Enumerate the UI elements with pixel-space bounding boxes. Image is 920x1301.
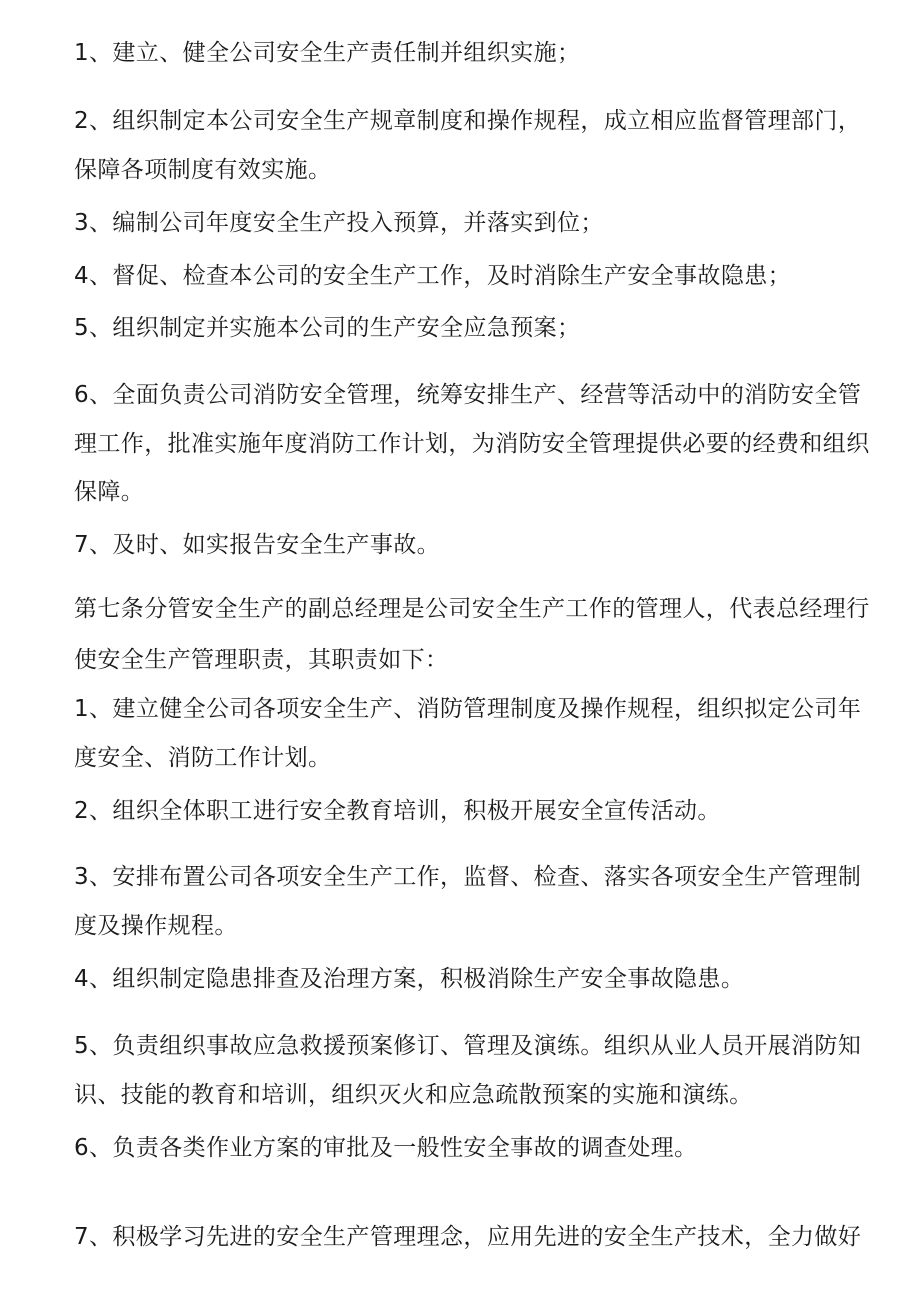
duty-4-line-1: 4、组织制定隐患排查及治理方案，积极消除生产安全事故隐患。 xyxy=(74,966,745,992)
duty-1-line-2: 度安全、消防工作计划。 xyxy=(74,745,332,771)
duty-3-line-2: 度及操作规程。 xyxy=(74,913,238,939)
article-7-line-2: 使安全生产管理职责，其职责如下： xyxy=(74,647,449,673)
item-4-line-1: 4、督促、检查本公司的安全生产工作，及时消除生产安全事故隐患； xyxy=(74,263,792,289)
duty-5-line-1: 5、负责组织事故应急救援预案修订、管理及演练。组织从业人员开展消防知 xyxy=(74,1033,862,1059)
duty-3-line-1: 3、安排布置公司各项安全生产工作，监督、检查、落实各项安全生产管理制 xyxy=(74,864,862,890)
duty-5-line-2: 识、技能的教育和培训，组织灭火和应急疏散预案的实施和演练。 xyxy=(74,1082,753,1108)
duty-1-line-1: 1、建立健全公司各项安全生产、消防管理制度及操作规程，组织拟定公司年 xyxy=(74,696,862,722)
duty-7-line-1: 7、积极学习先进的安全生产管理理念，应用先进的安全生产技术，全力做好 xyxy=(74,1224,862,1250)
duty-6-line-1: 6、负责各类作业方案的审批及一般性安全事故的调查处理。 xyxy=(74,1135,698,1161)
item-6-line-2: 理工作，批准实施年度消防工作计划，为消防安全管理提供必要的经费和组织 xyxy=(74,431,870,457)
article-7-line-1: 第七条分管安全生产的副总经理是公司安全生产工作的管理人，代表总经理行 xyxy=(74,596,870,622)
item-3-line-1: 3、编制公司年度安全生产投入预算，并落实到位； xyxy=(74,210,604,236)
item-2-line-1: 2、组织制定本公司安全生产规章制度和操作规程，成立相应监督管理部门， xyxy=(74,108,862,134)
item-6-line-3: 保障。 xyxy=(74,479,145,505)
item-1-line-1: 1、建立、健全公司安全生产责任制并组织实施； xyxy=(74,40,581,66)
item-5-line-1: 5、组织制定并实施本公司的生产安全应急预案； xyxy=(74,315,581,341)
item-7-line-1: 7、及时、如实报告安全生产事故。 xyxy=(74,532,441,558)
item-6-line-1: 6、全面负责公司消防安全管理，统筹安排生产、经营等活动中的消防安全管 xyxy=(74,382,862,408)
item-2-line-2: 保障各项制度有效实施。 xyxy=(74,157,332,183)
duty-2-line-1: 2、组织全体职工进行安全教育培训，积极开展安全宣传活动。 xyxy=(74,798,721,824)
